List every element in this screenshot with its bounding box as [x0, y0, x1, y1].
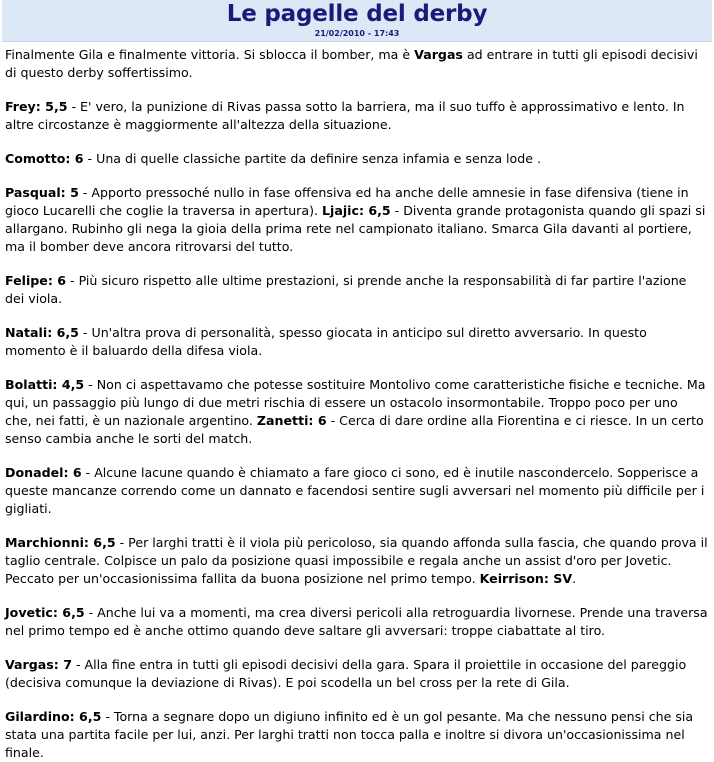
player-comment: - Una di quelle classiche partite da definire senza infamia e senza lode .: [83, 151, 542, 166]
player-rating: Comotto: 6: [5, 151, 84, 166]
player-rating-sub: Zanetti: 6: [256, 413, 327, 428]
rating-frey: [5, 98, 708, 134]
rating-gilardino: [5, 708, 708, 762]
page-title: Le pagelle del derby: [226, 1, 488, 27]
player-rating: Bolatti: 4,5: [5, 377, 85, 392]
player-rating: Marchionni: 6,5: [5, 535, 116, 550]
player-comment-sub: - Cerca di dare ordine alla Fiorentina e ci riesce. In un certo senso cambia anche le sorti del match.: [5, 413, 704, 446]
player-rating: Pasqual: 5: [5, 185, 79, 200]
rating-donadel: [5, 464, 708, 518]
intro-text-end: ad entrare in tutti gli episodi decisivi di questo derby soffertissimo.: [5, 47, 698, 80]
player-comment-sub: - Diventa grande protagonista quando gli spazi si allargano. Rubinho gli nega la gioia della prima rete nel campionato italiano. Smarca Gila davanti al portiere, ma il bomber deve ancora ritrovarsi del tutto.: [5, 203, 706, 254]
player-comment: - Anche lui va a momenti, ma crea diversi pericoli alla retroguardia livornese. Prende una traversa nel primo tempo ed è anche ottimo quando deve saltare gli avversari: troppe ciabattate al tiro.: [5, 605, 708, 638]
player-comment: - Un'altra prova di personalità, spesso giocata in anticipo sul diretto avversario. In questo momento è il baluardo della difesa viola.: [5, 325, 647, 358]
rating-felipe: [5, 272, 708, 308]
player-comment-sub: .: [572, 571, 577, 586]
player-rating-sub: Ljajic: 6,5: [322, 203, 391, 218]
intro-text: Finalmente Gila e finalmente vittoria. Si sblocca il bomber, ma è: [5, 47, 415, 62]
rating-bolatti: [5, 376, 708, 448]
intro-highlight-name: Vargas: [414, 47, 463, 62]
rating-comotto: [5, 150, 708, 168]
player-rating: Gilardino: 6,5: [5, 709, 102, 724]
player-comment: - Apporto pressoché nullo in fase offensiva ed ha anche delle amnesie in fase difensiva (tiene in gioco Lucarelli che coglie la traversa in apertura).: [5, 185, 689, 218]
player-comment: - Torna a segnare dopo un digiuno infinito ed è un gol pesante. Ma che nessuno pensi che sia stata una partita facile per lui, anzi. Per larghi tratti non tocca palla e inoltre si divora un'occasionissima nel finale.: [5, 709, 694, 760]
rating-marchionni: [5, 534, 708, 588]
article-header: [2, 0, 712, 42]
rating-pasqual: [5, 184, 708, 256]
player-rating-sub: Keirrison: SV: [479, 571, 573, 586]
player-rating: Donadel: 6: [5, 465, 82, 480]
player-comment: - Per larghi tratti è il viola più pericoloso, sia quando affonda sulla fascia, che quando prova il taglio centrale. Colpisce un palo da posizione quasi impossibile e regala anche un assist d'oro per Jovetic. Peccato per un'occasionissima fallita da buona posizione nel primo tempo.: [5, 535, 708, 586]
player-rating: Natali: 6,5: [5, 325, 79, 340]
rating-natali: [5, 324, 708, 360]
article-date: 21/02/2010 - 17:43: [314, 29, 400, 38]
player-comment: - Più sicuro rispetto alle ultime prestazioni, si prende anche la responsabilità di far partire l'azione dei viola.: [5, 273, 687, 306]
player-rating: Vargas: 7: [5, 657, 72, 672]
player-comment: - Non ci aspettavamo che potesse sostituire Montolivo come caratteristiche fisiche e tecniche. Ma qui, un passaggio più lungo di due metri rischia di essere un ostacolo insormontabile. Troppo poco per uno che, nei fatti, è un nazionale argentino.: [5, 377, 706, 428]
player-comment: - E' vero, la punizione di Rivas passa sotto la barriera, ma il suo tuffo è approssimativo e lento. In altre circostanze è maggiormente all'altezza della situazione.: [5, 99, 685, 132]
player-rating: Felipe: 6: [5, 273, 67, 288]
player-comment: - Alla fine entra in tutti gli episodi decisivi della gara. Spara il proiettile in occasione del pareggio (decisiva comunque la deviazione di Rivas). E poi scodella un bel cross per la rete di Gila.: [5, 657, 687, 690]
rating-jovetic: [5, 604, 708, 640]
player-rating: Jovetic: 6,5: [5, 605, 85, 620]
player-comment: - Alcune lacune quando è chiamato a fare gioco ci sono, ed è inutile nascondercelo. Sopperisce a queste mancanze correndo come un dannato e facendosi sentire sugli avversari nel momento più difficile per i gigliati.: [5, 465, 705, 516]
rating-vargas: [5, 656, 708, 692]
intro-paragraph: [5, 46, 708, 82]
article-body: [0, 42, 714, 762]
player-rating: Frey: 5,5: [5, 99, 68, 114]
